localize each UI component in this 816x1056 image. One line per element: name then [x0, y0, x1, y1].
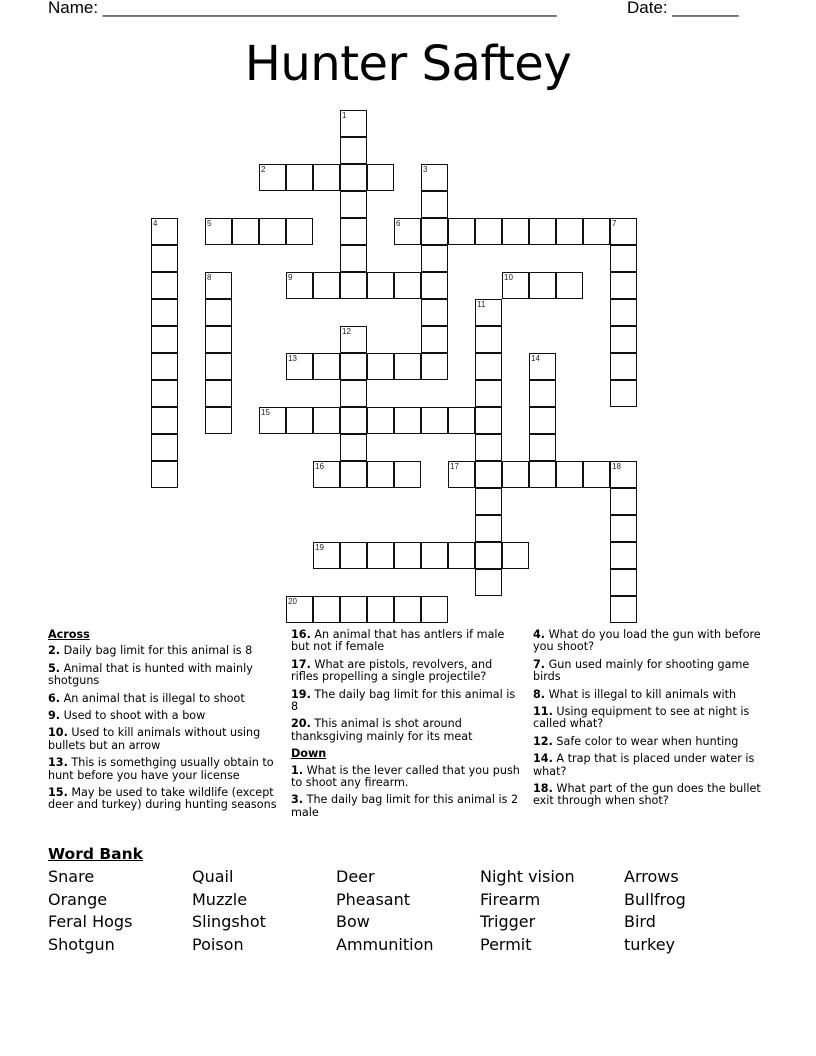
word-bank-item: Pheasant: [336, 889, 410, 909]
crossword-cell[interactable]: [367, 353, 394, 380]
clue-number: 6.: [48, 691, 61, 705]
word-bank-item: Shotgun: [48, 935, 115, 955]
cell-number: 13: [288, 354, 297, 363]
crossword-cell[interactable]: [151, 272, 178, 299]
crossword-cell[interactable]: [394, 407, 421, 434]
crossword-cell[interactable]: [556, 461, 583, 488]
crossword-cell[interactable]: [421, 272, 448, 299]
clue-across-9: [48, 710, 278, 722]
crossword-cell[interactable]: [610, 326, 637, 353]
down-heading: Down: [291, 747, 327, 761]
crossword-cell[interactable]: [610, 542, 637, 569]
crossword-cell[interactable]: [475, 542, 502, 569]
across-heading: Across: [48, 628, 90, 641]
crossword-cell[interactable]: [340, 407, 367, 434]
crossword-cell[interactable]: [367, 596, 394, 623]
crossword-cell[interactable]: [475, 326, 502, 353]
clue-number: 1.: [291, 763, 304, 777]
clue-number: 3.: [291, 793, 304, 807]
crossword-cell[interactable]: [151, 461, 178, 488]
crossword-cell[interactable]: [394, 272, 421, 299]
clue-text: Used to kill animals without using bullets but an arrow: [48, 726, 261, 752]
word-bank-item: Night vision: [480, 867, 575, 886]
crossword-cell[interactable]: [340, 164, 367, 191]
word-bank-item: Snare: [48, 867, 95, 886]
clue-down-18: [533, 783, 765, 808]
crossword-cell[interactable]: [367, 272, 394, 299]
word-bank-column-5: [624, 866, 686, 957]
crossword-cell[interactable]: [502, 542, 529, 569]
cell-number: 14: [531, 354, 540, 363]
cell-number: 20: [288, 597, 297, 606]
crossword-cell[interactable]: [475, 515, 502, 542]
word-bank-column-1: [48, 866, 132, 957]
crossword-cell[interactable]: [286, 353, 313, 380]
clue-down-4: [533, 629, 765, 654]
word-bank-item: Poison: [192, 935, 244, 955]
crossword-cell[interactable]: [529, 272, 556, 299]
crossword-cell[interactable]: [529, 407, 556, 434]
word-bank-item: turkey: [624, 935, 675, 955]
crossword-cell[interactable]: [475, 461, 502, 488]
clue-text: What do you load the gun with before you shoot?: [533, 628, 761, 654]
cell-number: 6: [396, 219, 401, 228]
crossword-cell[interactable]: [394, 596, 421, 623]
cell-number: 5: [207, 219, 212, 228]
crossword-cell[interactable]: [286, 596, 313, 623]
word-bank-item: Trigger: [480, 912, 536, 932]
crossword-cell[interactable]: [340, 380, 367, 407]
clue-number: 7.: [533, 657, 546, 671]
clue-text: An animal that has antlers if male but not if female: [291, 628, 505, 654]
crossword-cell[interactable]: [610, 299, 637, 326]
crossword-cell[interactable]: [610, 380, 637, 407]
word-bank-item: Feral Hogs: [48, 912, 133, 932]
crossword-cell[interactable]: [529, 218, 556, 245]
clue-text: May be used to take wildlife (except deer and turkey) during hunting seasons: [48, 786, 277, 812]
crossword-cell[interactable]: [340, 434, 367, 461]
crossword-cell[interactable]: [313, 407, 340, 434]
word-bank-column-2: [192, 866, 266, 957]
crossword-cell[interactable]: [610, 461, 637, 488]
clue-number: 4.: [533, 628, 546, 641]
clue-text: Safe color to wear when hunting: [556, 734, 739, 748]
cell-number: 7: [612, 219, 617, 228]
clue-across-2: [48, 645, 278, 657]
clue-text: An animal that is illegal to shoot: [63, 691, 245, 705]
word-bank-item: Firearm: [480, 889, 541, 909]
page-title: Hunter Saftey: [244, 36, 572, 92]
crossword-cell[interactable]: [286, 407, 313, 434]
crossword-cell[interactable]: [610, 353, 637, 380]
clue-across-19: [291, 689, 523, 714]
crossword-cell[interactable]: [205, 272, 232, 299]
clue-text: A trap that is placed under water is what?: [533, 752, 755, 778]
crossword-cell[interactable]: [340, 272, 367, 299]
crossword-cell[interactable]: [448, 407, 475, 434]
crossword-cell[interactable]: [340, 353, 367, 380]
clue-text: What are pistols, revolvers, and rifles propelling a single projectile?: [291, 657, 493, 684]
crossword-cell[interactable]: [421, 218, 448, 245]
crossword-cell[interactable]: [367, 461, 394, 488]
crossword-cell[interactable]: [313, 272, 340, 299]
word-bank-item: Arrows: [624, 867, 679, 886]
crossword-cell[interactable]: [475, 299, 502, 326]
crossword-cell[interactable]: [421, 164, 448, 191]
cell-number: 18: [612, 462, 621, 471]
clue-number: 12.: [533, 734, 553, 748]
cell-number: 4: [153, 219, 158, 228]
crossword-cell[interactable]: [610, 515, 637, 542]
crossword-cell[interactable]: [421, 596, 448, 623]
clue-text: Used to shoot with a bow: [63, 709, 206, 723]
clues-column-3: [533, 629, 765, 813]
crossword-cell[interactable]: [583, 461, 610, 488]
crossword-cell[interactable]: [367, 164, 394, 191]
crossword-cell[interactable]: [367, 542, 394, 569]
clue-number: 18.: [533, 782, 553, 796]
crossword-cell[interactable]: [529, 434, 556, 461]
clue-text: What part of the gun does the bullet exit through when shot?: [533, 782, 761, 808]
word-bank-item: Bullfrog: [624, 889, 686, 909]
crossword-cell[interactable]: [475, 407, 502, 434]
crossword-cell[interactable]: [475, 434, 502, 461]
crossword-cell[interactable]: [583, 218, 610, 245]
crossword-cell[interactable]: [502, 272, 529, 299]
crossword-cell[interactable]: [421, 542, 448, 569]
clue-across-17: [291, 659, 523, 684]
crossword-cell[interactable]: [421, 407, 448, 434]
cell-number: 16: [315, 462, 324, 471]
crossword-cell[interactable]: [313, 596, 340, 623]
crossword-cell[interactable]: [259, 218, 286, 245]
crossword-cell[interactable]: [475, 218, 502, 245]
word-bank-item: Permit: [480, 935, 532, 955]
crossword-cell[interactable]: [394, 218, 421, 245]
clue-number: 14.: [533, 752, 553, 766]
clue-across-13: [48, 757, 278, 782]
name-field-label: Name: ________________________________________________: [48, 0, 557, 17]
crossword-cell[interactable]: [232, 218, 259, 245]
clues-column-2: [291, 629, 523, 824]
cell-number: 12: [342, 327, 351, 336]
crossword-cell[interactable]: [313, 542, 340, 569]
crossword-cell[interactable]: [151, 434, 178, 461]
clue-number: 5.: [48, 661, 61, 675]
clue-across-20: [291, 718, 523, 743]
crossword-cell[interactable]: [502, 461, 529, 488]
crossword-cell[interactable]: [151, 407, 178, 434]
crossword-cell[interactable]: [475, 488, 502, 515]
crossword-cell[interactable]: [610, 488, 637, 515]
crossword-cell[interactable]: [556, 218, 583, 245]
crossword-cell[interactable]: [340, 461, 367, 488]
crossword-cell[interactable]: [286, 218, 313, 245]
clue-number: 13.: [48, 756, 68, 770]
clue-number: 9.: [48, 709, 61, 723]
clue-across-16: [291, 629, 523, 654]
cell-number: 1: [342, 111, 347, 120]
crossword-cell[interactable]: [340, 191, 367, 218]
clue-down-14: [533, 753, 765, 778]
crossword-cell[interactable]: [259, 164, 286, 191]
clue-number: 10.: [48, 726, 68, 740]
crossword-cell[interactable]: [340, 218, 367, 245]
clue-number: 2.: [48, 644, 61, 658]
crossword-cell[interactable]: [205, 218, 232, 245]
clue-text: What is the lever called that you push to shoot any firearm.: [291, 763, 520, 790]
word-bank-column-4: [480, 866, 575, 957]
crossword-cell[interactable]: [610, 272, 637, 299]
word-bank-item: Bird: [624, 912, 656, 932]
word-bank-item: Bow: [336, 912, 370, 932]
cell-number: 11: [477, 300, 486, 309]
cell-number: 8: [207, 273, 212, 282]
cell-number: 2: [261, 165, 266, 174]
crossword-cell[interactable]: [205, 299, 232, 326]
word-bank-item: Slingshot: [192, 912, 266, 932]
crossword-cell[interactable]: [448, 218, 475, 245]
crossword-cell[interactable]: [151, 299, 178, 326]
clue-number: 8.: [533, 687, 546, 701]
crossword-cell[interactable]: [151, 353, 178, 380]
clue-text: This is somethging usually obtain to hunt before you have your license: [48, 756, 274, 782]
crossword-cell[interactable]: [502, 218, 529, 245]
crossword-cell[interactable]: [340, 137, 367, 164]
crossword-cell[interactable]: [367, 407, 394, 434]
clue-down-8: [533, 689, 765, 701]
word-bank-item: Ammunition: [336, 935, 434, 955]
cell-number: 9: [288, 273, 293, 282]
crossword-cell[interactable]: [205, 380, 232, 407]
crossword-cell[interactable]: [421, 191, 448, 218]
cell-number: 19: [315, 543, 324, 552]
crossword-cell[interactable]: [610, 596, 637, 623]
crossword-cell[interactable]: [313, 164, 340, 191]
clue-across-5: [48, 663, 278, 688]
crossword-cell[interactable]: [313, 353, 340, 380]
cell-number: 17: [450, 462, 459, 471]
word-bank-column-3: [336, 866, 434, 957]
crossword-cell[interactable]: [340, 110, 367, 137]
crossword-cell[interactable]: [610, 218, 637, 245]
clue-text: The daily bag limit for this animal is 2 male: [291, 793, 519, 819]
crossword-cell[interactable]: [529, 380, 556, 407]
clue-text: Animal that is hunted with mainly shotguns: [48, 661, 253, 688]
clue-down-7: [533, 659, 765, 684]
crossword-cell[interactable]: [205, 353, 232, 380]
clue-number: 17.: [291, 657, 311, 671]
crossword-cell[interactable]: [394, 542, 421, 569]
crossword-cell[interactable]: [421, 245, 448, 272]
crossword-cell[interactable]: [151, 218, 178, 245]
crossword-cell[interactable]: [205, 407, 232, 434]
crossword-cell[interactable]: [610, 569, 637, 596]
clue-text: The daily bag limit for this animal is 8: [291, 687, 516, 714]
clue-number: 20.: [291, 717, 311, 731]
clue-number: 19.: [291, 687, 311, 701]
clue-down-11: [533, 706, 765, 731]
crossword-cell[interactable]: [529, 461, 556, 488]
word-bank-item: Quail: [192, 867, 234, 886]
crossword-cell[interactable]: [421, 326, 448, 353]
crossword-cell[interactable]: [421, 299, 448, 326]
word-bank-heading: Word Bank: [48, 845, 143, 863]
crossword-cell[interactable]: [610, 245, 637, 272]
crossword-cell[interactable]: [340, 245, 367, 272]
clue-text: Daily bag limit for this animal is 8: [63, 644, 253, 658]
crossword-cell[interactable]: [259, 407, 286, 434]
clue-across-15: [48, 787, 278, 812]
clue-down-1: [291, 765, 523, 790]
cell-number: 3: [423, 165, 428, 174]
clues-column-1: [48, 629, 278, 817]
clue-text: Gun used mainly for shooting game birds: [533, 657, 750, 684]
crossword-cell[interactable]: [205, 326, 232, 353]
crossword-cell[interactable]: [151, 245, 178, 272]
crossword-cell[interactable]: [529, 353, 556, 380]
crossword-cell[interactable]: [286, 164, 313, 191]
crossword-cell[interactable]: [286, 272, 313, 299]
clue-across-10: [48, 727, 278, 752]
crossword-cell[interactable]: [448, 461, 475, 488]
clue-text: This animal is shot around thanksgiving mainly for its meat: [291, 717, 473, 743]
clue-text: What is illegal to kill animals with: [548, 687, 737, 701]
word-bank-item: Orange: [48, 889, 108, 909]
crossword-cell[interactable]: [340, 542, 367, 569]
cell-number: 10: [504, 273, 513, 282]
cell-number: 15: [261, 408, 270, 417]
clue-down-3: [291, 794, 523, 819]
crossword-cell[interactable]: [151, 326, 178, 353]
crossword-cell[interactable]: [340, 596, 367, 623]
crossword-cell[interactable]: [421, 353, 448, 380]
crossword-cell[interactable]: [340, 326, 367, 353]
clue-down-12: [533, 736, 765, 748]
crossword-cell[interactable]: [448, 542, 475, 569]
clue-number: 11.: [533, 705, 553, 719]
date-field-label: Date: _______: [627, 0, 739, 17]
clue-number: 16.: [291, 628, 311, 641]
word-bank-item: Muzzle: [192, 889, 248, 909]
crossword-cell[interactable]: [475, 569, 502, 596]
clue-across-6: [48, 693, 278, 705]
crossword-cell[interactable]: [475, 380, 502, 407]
word-bank-item: Deer: [336, 867, 375, 886]
clue-text: Using equipment to see at night is called what?: [533, 705, 750, 731]
crossword-cell[interactable]: [394, 353, 421, 380]
clue-number: 15.: [48, 786, 68, 800]
crossword-cell[interactable]: [556, 272, 583, 299]
crossword-cell[interactable]: [151, 380, 178, 407]
crossword-cell[interactable]: [313, 461, 340, 488]
crossword-cell[interactable]: [475, 353, 502, 380]
crossword-cell[interactable]: [394, 461, 421, 488]
